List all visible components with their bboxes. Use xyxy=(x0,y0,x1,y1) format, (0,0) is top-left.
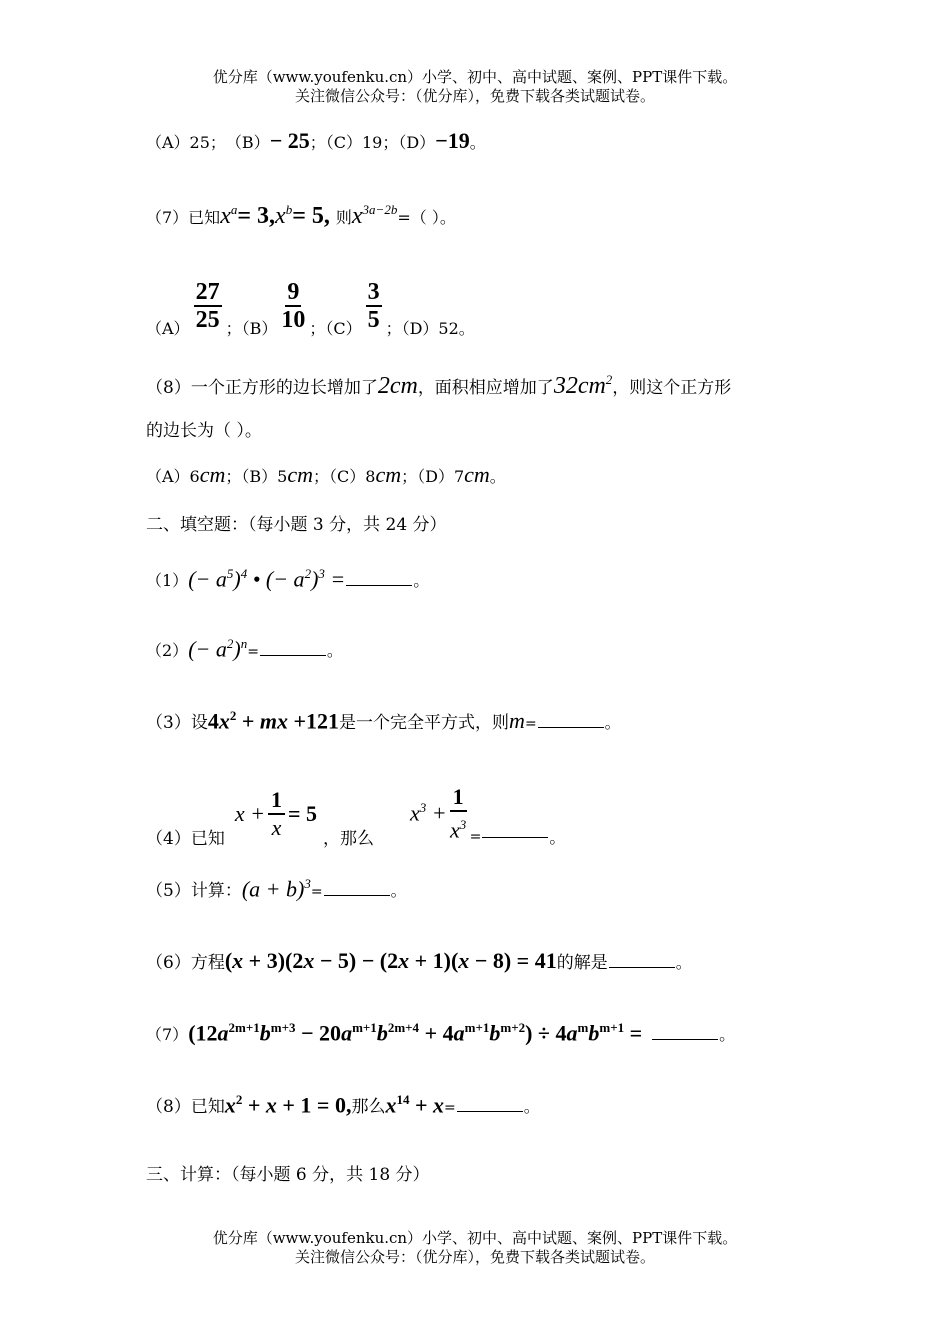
fill-2-end: 。 xyxy=(326,641,343,661)
fill-6-formula: (x + 3)(2x − 5) − (2x + 1)(x − 8) = 41 xyxy=(224,948,557,973)
fill-4-label: （4）已知 xyxy=(146,829,225,849)
q7-label: （7）已知 xyxy=(146,208,221,227)
fill-4-blank xyxy=(482,836,548,838)
q7-option-a-label: （A） xyxy=(146,319,190,338)
fill-3: （3）设 $4x^2$ + mx +121 是一个完全平方式，则 m = 。 xyxy=(146,708,621,734)
fill-2-label: （2） xyxy=(146,641,189,661)
fill-5-label: （5）计算： xyxy=(146,881,242,902)
fill-8-mid: 那么 xyxy=(351,1097,386,1118)
q7-option-a-fraction: $\frac{27}{25}$ xyxy=(195,278,220,333)
q7-formula-eq1: = 3, xyxy=(237,203,276,229)
q6-option-d-value: −19 xyxy=(435,128,470,153)
fill-1-formula: (− $a^5)^4$ • (− $a^2)^3$ = xyxy=(188,566,346,592)
fill-4-eq: = 5 xyxy=(287,800,317,826)
q7-formula-x3: $x^{3a-2b}$ xyxy=(351,202,398,229)
q8-options xyxy=(146,462,506,488)
q8-line-2: 的边长为（ ）。 xyxy=(146,421,262,441)
q6-options xyxy=(146,128,486,154)
fill-2-formula: (− $a^2)^n$ xyxy=(188,636,248,662)
q8-end: 。 xyxy=(489,467,506,486)
q8-value-2: $32cm^2$ xyxy=(553,372,613,399)
q8-option-d: ；（D）7 xyxy=(401,467,465,486)
q6-option-a: （A）25； xyxy=(146,133,226,152)
q7-option-d: ；（D）52。 xyxy=(385,319,475,338)
fill-3-label: （3）设 xyxy=(146,713,208,734)
footer-line-2: 关注微信公众号：（优分库），免费下载各类试题试卷。 xyxy=(294,1248,655,1266)
fill-7 xyxy=(146,1020,735,1046)
page-header xyxy=(0,68,950,106)
question-8 xyxy=(146,372,731,400)
header-line-2: 关注微信公众号：（优分库），免费下载各类试题试卷。 xyxy=(294,87,655,105)
header-line-1: 优分库（www.youfenku.cn）小学、初中、高中试题、案例、PPT课件下载。 xyxy=(212,68,738,86)
section-2-title: 二、填空题：（每小题 3 分，共 24 分） xyxy=(146,515,447,535)
fill-7-end: 。 xyxy=(719,1025,736,1045)
fill-7-blank xyxy=(652,1038,718,1040)
q8-unit-b: cm xyxy=(287,462,314,487)
section-3-title: 三、计算：（每小题 6 分，共 18 分） xyxy=(146,1165,430,1185)
footer-line-1: 优分库（www.youfenku.cn）小学、初中、高中试题、案例、PPT课件下载。 xyxy=(212,1229,738,1247)
page-footer xyxy=(0,1229,950,1267)
fill-6-label: （6）方程 xyxy=(146,953,225,973)
q7-option-c-label: ；（C） xyxy=(309,319,362,338)
q7-options xyxy=(146,272,475,339)
q8-option-b: ；（B）5 xyxy=(225,467,288,486)
fill-8-formula: $x^2 + x + 1 = 0$, xyxy=(224,1092,352,1118)
q7-option-b-fraction: $\frac{9}{10}$ xyxy=(281,278,306,333)
q7-option-b-label: ；（B） xyxy=(225,319,278,338)
q8-option-c: ；（C）8 xyxy=(313,467,376,486)
fill-1 xyxy=(146,566,429,592)
fill-3-blank xyxy=(538,726,604,728)
fill-8-blank xyxy=(457,1110,523,1112)
q7-formula-eq2: = 5, xyxy=(292,203,330,229)
q8-unit-c: cm xyxy=(375,462,402,487)
fill-2: （2） (− $a^2)^n$ = 。 xyxy=(146,636,343,662)
q7-tail: =（ ）。 xyxy=(397,208,456,227)
fill-1-blank xyxy=(346,584,412,586)
fill-5-formula: $(a + b)^3$ xyxy=(241,876,311,902)
fill-1-label: （1） xyxy=(146,571,189,591)
fill-7-formula: $(12a^{2m+1}b^{m+3} - 20a^{m+1}b^{2m+4} + 4a^{m+1}b^{m+2}) \div 4a^mb^{m+1}$ = xyxy=(188,1020,643,1046)
q8-option-a: （A）6 xyxy=(146,467,200,486)
q6-option-b-label: （B） xyxy=(225,133,270,152)
fill-4-end: 。 xyxy=(549,828,566,847)
fill-4: （4）已知 x + $\frac{1}{x}$ = 5 ，那么 $x^3$ + $\frac{1}{x^3}$ = 。 xyxy=(146,783,566,849)
fill-4-formula-x3: $x^3$ + xyxy=(410,800,447,826)
fill-5-end: 。 xyxy=(390,881,407,901)
fill-4-fraction-1: $\frac{1}{x}$ xyxy=(268,787,285,841)
q8-text-3: ，则这个正方形 xyxy=(612,378,732,398)
q7-formula-x2: $x^b$ xyxy=(275,202,293,229)
question-7 xyxy=(146,202,456,230)
fill-5-blank xyxy=(324,894,390,896)
fill-3-mid: 是一个完全平方式，则 xyxy=(339,713,510,734)
fill-8-end: 。 xyxy=(523,1097,540,1117)
fill-6-end: 。 xyxy=(675,953,692,972)
q8-unit-d: cm xyxy=(464,462,490,487)
fill-5: （5）计算： $(a + b)^3$ = 。 xyxy=(146,876,407,902)
fill-4-mid: ，那么 xyxy=(323,829,374,849)
fill-2-blank xyxy=(260,654,326,656)
q7-formula-x: $x^a$ xyxy=(220,202,238,229)
fill-6-mid: 的解是 xyxy=(556,953,608,973)
fill-3-end: 。 xyxy=(604,713,621,733)
q8-unit-a: cm xyxy=(199,462,226,487)
q8-text-2: ，面积相应增加了 xyxy=(417,378,554,398)
fill-1-end: 。 xyxy=(413,571,430,591)
q6-option-b-value: − 25 xyxy=(269,128,310,153)
q8-value-1: 2cm xyxy=(377,373,418,399)
fill-3-formula: $4x^2$ + mx +121 xyxy=(207,708,340,734)
fill-3-var-m: m xyxy=(509,708,525,734)
q8-text-1: （8）一个正方形的边长增加了 xyxy=(146,378,378,398)
fill-6-blank xyxy=(609,966,675,968)
q6-end: 。 xyxy=(469,133,486,152)
fill-4-fraction-2: $\frac{1}{x^3}$ xyxy=(449,783,467,843)
q7-then: 则 xyxy=(335,208,352,227)
fill-4-formula-x: x + xyxy=(234,800,265,826)
fill-6 xyxy=(146,948,692,974)
q6-option-c: ；（C）19；（D） xyxy=(309,133,436,152)
fill-8-formula-2: $x^{14} + x$ xyxy=(385,1092,444,1118)
fill-8-label: （8）已知 xyxy=(146,1097,225,1118)
fill-7-label: （7） xyxy=(146,1025,189,1045)
q7-option-c-fraction: $\frac{3}{5}$ xyxy=(367,278,380,333)
fill-8: （8）已知 $x^2 + x + 1 = 0$, 那么 $x^{14} + x$ = 。 xyxy=(146,1092,540,1118)
